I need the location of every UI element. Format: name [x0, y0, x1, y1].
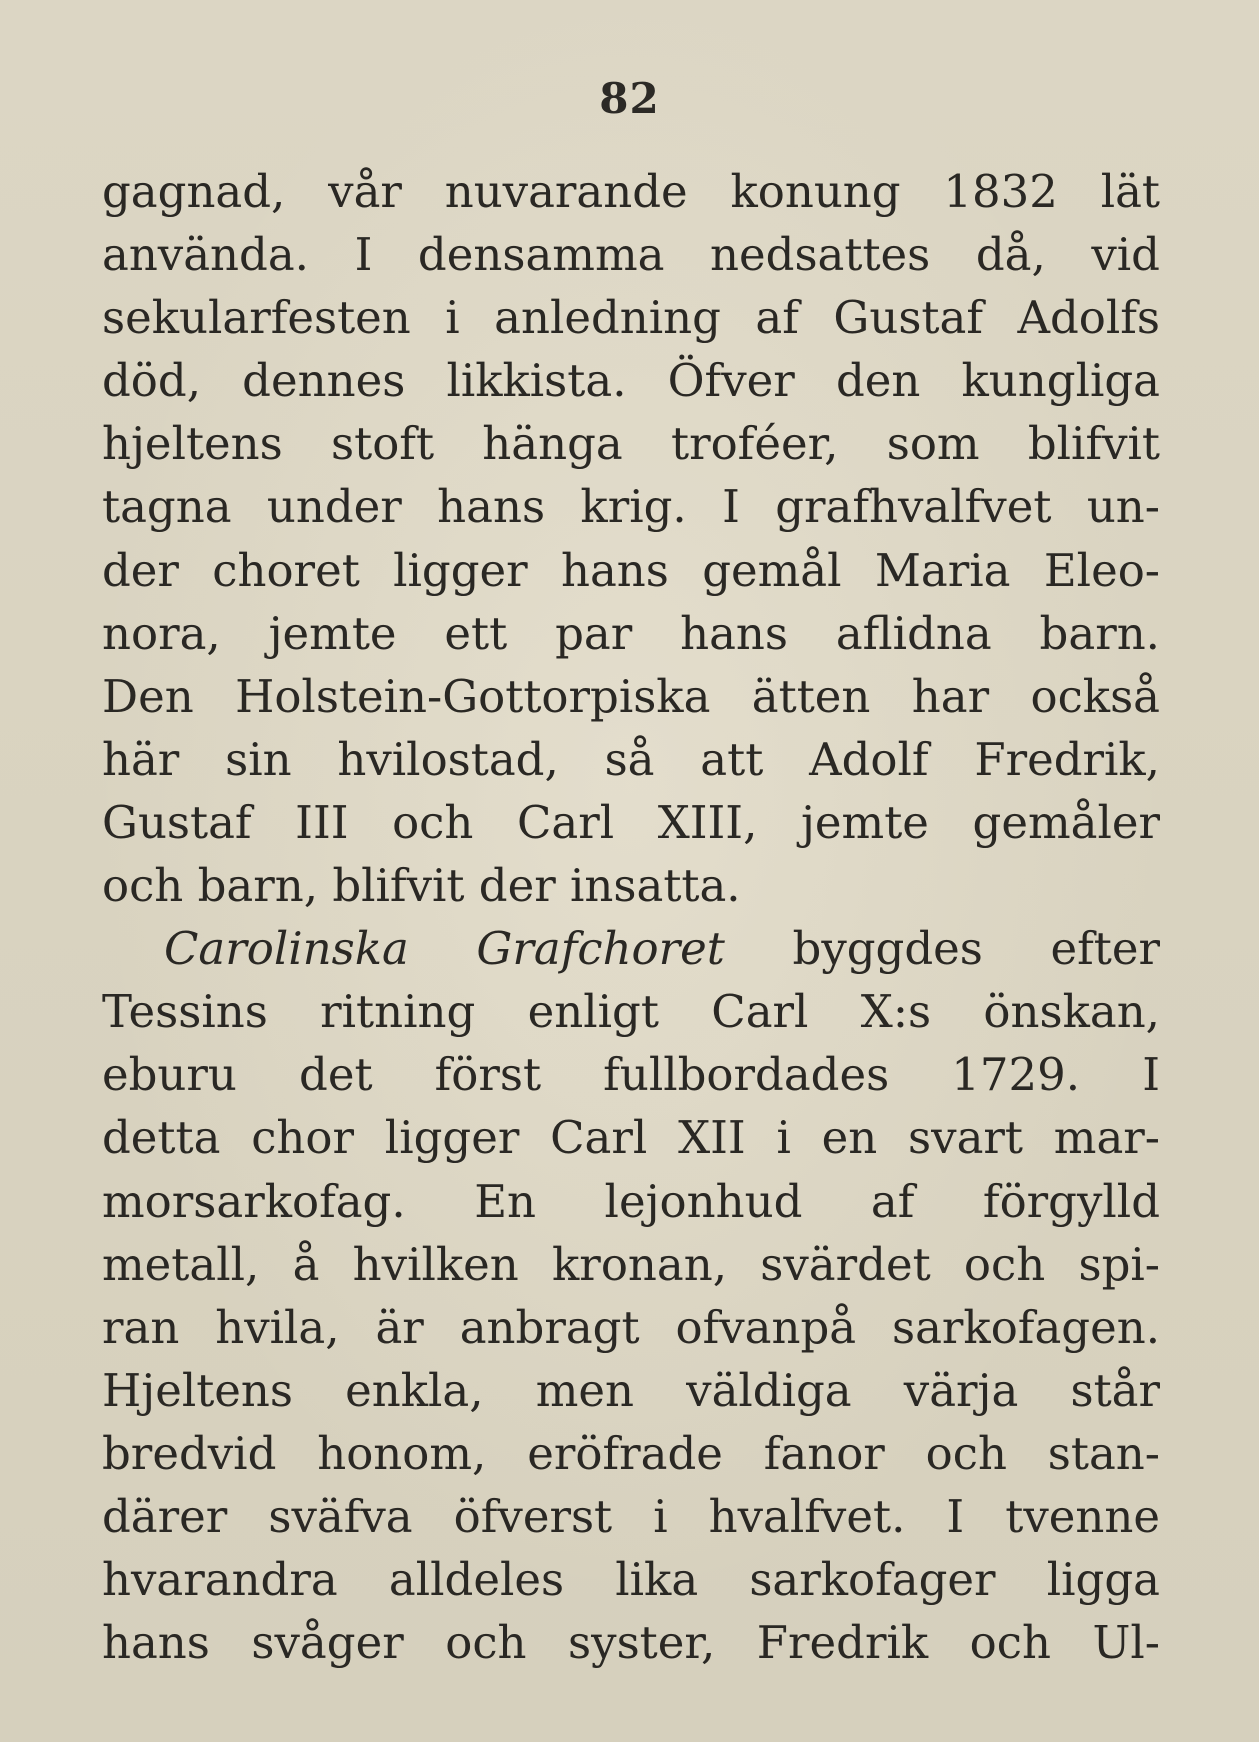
- body-text: [102, 160, 1160, 1674]
- text-line: därer sväfva öfverst i hvalfvet. I tvenne: [102, 1489, 1160, 1543]
- text-line: död, dennes likkista. Öfver den kungliga: [102, 354, 1160, 408]
- text-line: nora, jemte ett par hans aflidna barn.: [102, 606, 1160, 660]
- section-heading-italic: Carolinska Grafchoret: [164, 922, 725, 976]
- text-line: tagna under hans krig. I grafhvalfvet un-: [102, 480, 1160, 534]
- text-line: Gustaf III och Carl XIII, jemte gemåler: [102, 795, 1160, 849]
- text-line: hans svåger och syster, Fredrik och Ul-: [102, 1616, 1160, 1670]
- text-line: hvarandra alldeles lika sarkofager ligga: [102, 1553, 1160, 1607]
- page-number: 82: [599, 74, 660, 123]
- text-line: morsarkofag. En lejonhud af förgylld: [102, 1174, 1160, 1228]
- text-line: och barn, blifvit der insatta.: [102, 859, 741, 913]
- text-line: Tessins ritning enligt Carl X:s önskan,: [102, 985, 1160, 1039]
- text-line: Hjeltens enkla, men väldiga värja står: [102, 1363, 1160, 1417]
- text-line: hjeltens stoft hänga troféer, som blifvit: [102, 417, 1160, 471]
- text-line: använda. I densamma nedsattes då, vid: [102, 228, 1160, 282]
- text-line: bredvid honom, eröfrade fanor och stan-: [102, 1426, 1160, 1480]
- text-line: här sin hvilostad, så att Adolf Fredrik,: [102, 732, 1160, 786]
- section-start-line: [102, 917, 1160, 980]
- text-line: sekularfesten i anledning af Gustaf Adolfs: [102, 291, 1160, 345]
- text-line: gagnad, vår nuvarande konung 1832 lät: [102, 165, 1160, 218]
- text-line: detta chor ligger Carl XII i en svart mar-: [102, 1111, 1160, 1165]
- text-line: eburu det först fullbordades 1729. I: [102, 1048, 1160, 1102]
- text-line: der choret ligger hans gemål Maria Eleo-: [102, 543, 1160, 597]
- text-line: ran hvila, är anbragt ofvanpå sarkofagen.: [102, 1300, 1160, 1354]
- text-line: Den Holstein-Gottorpiska ätten har också: [102, 669, 1160, 723]
- text-fragment: byggdes efter: [792, 922, 1160, 976]
- text-line: metall, å hvilken kronan, svärdet och spi-: [102, 1237, 1160, 1291]
